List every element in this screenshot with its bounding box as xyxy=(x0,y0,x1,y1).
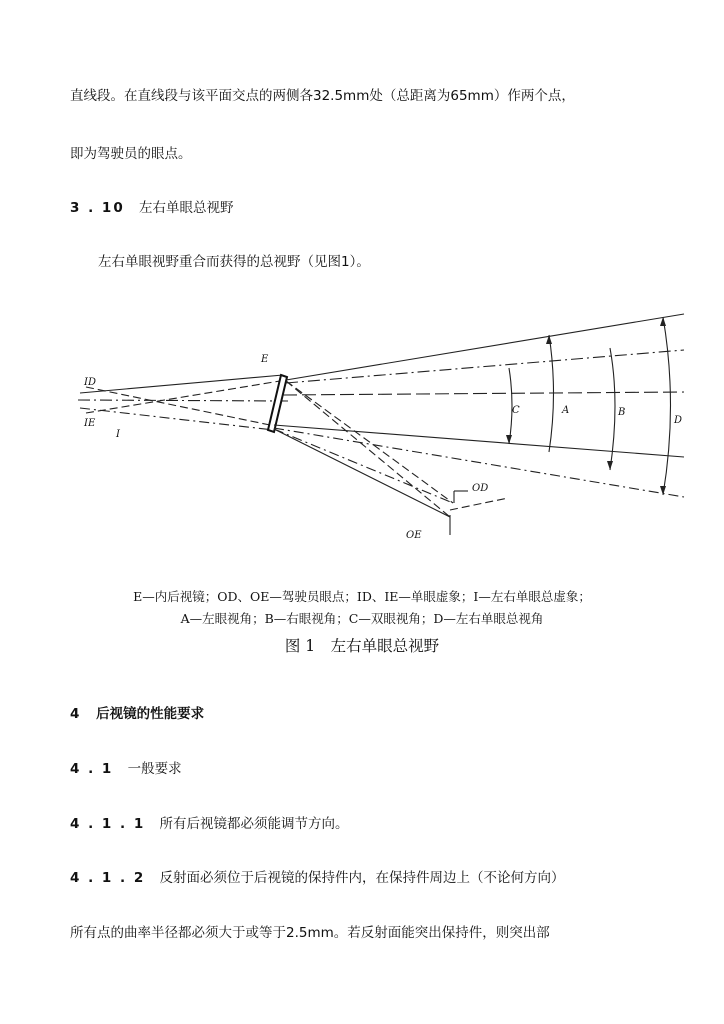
clause-text: 反射面必须位于后视镜的保持件内，在保持件周边上（不论何方向） xyxy=(159,870,565,886)
label-d: D xyxy=(674,415,683,426)
section-title: 左右单眼总视野 xyxy=(139,200,234,216)
paragraph-text xyxy=(70,142,192,162)
clause-number: 4 . 1 . 2 xyxy=(70,870,146,886)
axis-line xyxy=(78,400,288,401)
text: 左右单眼视野重合而获得的总视野（见图1）。 xyxy=(98,254,370,270)
label-oe: OE xyxy=(406,530,422,541)
figure-legend-line: E—内后视镜；OD、OE—驾驶员眼点；ID、IE—单眼虚象；I—左右单眼总虚象； xyxy=(133,589,591,604)
eye-ray xyxy=(450,498,508,510)
section-number: 4 . 1 xyxy=(70,761,114,777)
total-field-of-view-diagram xyxy=(78,305,690,545)
label-a: A xyxy=(562,405,570,416)
eye-ray xyxy=(286,381,453,503)
section-number: 4 xyxy=(70,706,82,722)
eye-ray xyxy=(274,429,450,517)
paragraph-text xyxy=(70,84,575,104)
paragraph-text xyxy=(70,921,550,941)
paragraph-text xyxy=(98,250,370,270)
section-heading-3-10 xyxy=(70,196,234,216)
label-id: ID xyxy=(84,377,96,388)
view-ray xyxy=(286,350,684,383)
text: 直线段。在直线段与该平面交点的两侧各32.5mm处（总距离为65mm）作两个点， xyxy=(70,88,575,104)
section-heading-4 xyxy=(70,702,204,722)
label-ie: IE xyxy=(84,418,96,429)
clause-4-1-1 xyxy=(70,812,349,832)
clause-number: 4 . 1 . 1 xyxy=(70,816,146,832)
sight-line xyxy=(80,408,274,430)
label-i: I xyxy=(116,429,120,440)
label-c: C xyxy=(512,405,520,416)
section-number: 3 . 10 xyxy=(70,200,125,216)
mirror-shape xyxy=(268,375,287,432)
text: 即为驾驶员的眼点。 xyxy=(70,146,192,162)
label-od: OD xyxy=(472,483,489,494)
label-b: B xyxy=(618,407,626,418)
eye-ray xyxy=(274,429,453,503)
arrowheads xyxy=(506,317,666,495)
section-title: 后视镜的性能要求 xyxy=(96,706,205,722)
sight-line xyxy=(86,387,270,425)
clause-text: 所有后视镜都必须能调节方向。 xyxy=(159,816,349,832)
sight-line xyxy=(80,375,283,393)
section-heading-4-1 xyxy=(70,757,182,777)
angle-arc-d xyxy=(663,317,671,495)
clause-4-1-2 xyxy=(70,866,565,886)
view-ray xyxy=(286,314,684,380)
text: 所有点的曲率半径都必须大于或等于2.5mm。若反射面能突出保持件，则突出部 xyxy=(70,925,550,941)
figure-legend-line: A—左眼视角；B—右眼视角；C—双眼视角；D—左右单眼总视角 xyxy=(180,611,544,626)
label-e: E xyxy=(261,354,269,365)
view-ray xyxy=(283,392,684,395)
view-ray xyxy=(274,425,684,457)
figure-title: 图 1 左右单眼总视野 xyxy=(284,637,440,655)
section-title: 一般要求 xyxy=(127,761,182,777)
eye-ray xyxy=(286,381,450,517)
